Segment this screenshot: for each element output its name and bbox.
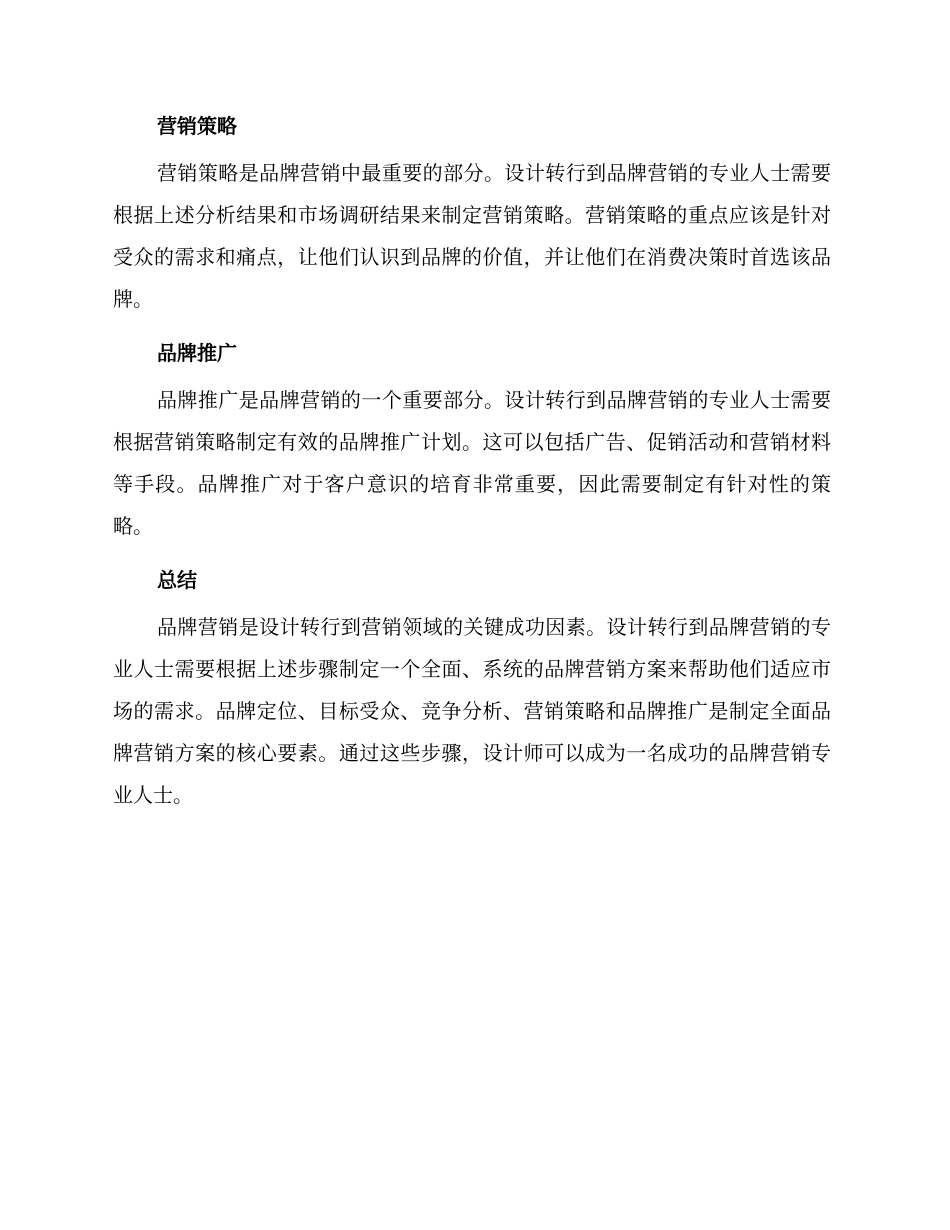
section-paragraph: 品牌推广是品牌营销的一个重要部分。设计转行到品牌营销的专业人士需要根据营销策略制定有效的品牌推广计划。这可以包括广告、促销活动和营销材料等手段。品牌推广对于客户意识的培育非常重要，因此需要制定有针对性的策略。: [113, 388, 831, 538]
document-content: [113, 106, 831, 829]
section-marketing-strategy: [113, 106, 831, 320]
section-heading: 总结: [157, 568, 197, 592]
section-paragraph: 营销策略是品牌营销中最重要的部分。设计转行到品牌营销的专业人士需要根据上述分析结果和市场调研结果来制定营销策略。营销策略的重点应该是针对受众的需求和痛点，让他们认识到品牌的价值，并让他们在消费决策时首选该品牌。: [113, 161, 831, 311]
section-heading: 营销策略: [157, 114, 237, 138]
section-paragraph: 品牌营销是设计转行到营销领域的关键成功因素。设计转行到品牌营销的专业人士需要根据上述步骤制定一个全面、系统的品牌营销方案来帮助他们适应市场的需求。品牌定位、目标受众、竞争分析、营销策略和品牌推广是制定全面品牌营销方案的核心要素。通过这些步骤，设计师可以成为一名成功的品牌营销专业人士。: [113, 615, 831, 807]
section-summary: [113, 560, 831, 816]
section-brand-promotion: [113, 333, 831, 547]
section-heading: 品牌推广: [157, 341, 237, 365]
